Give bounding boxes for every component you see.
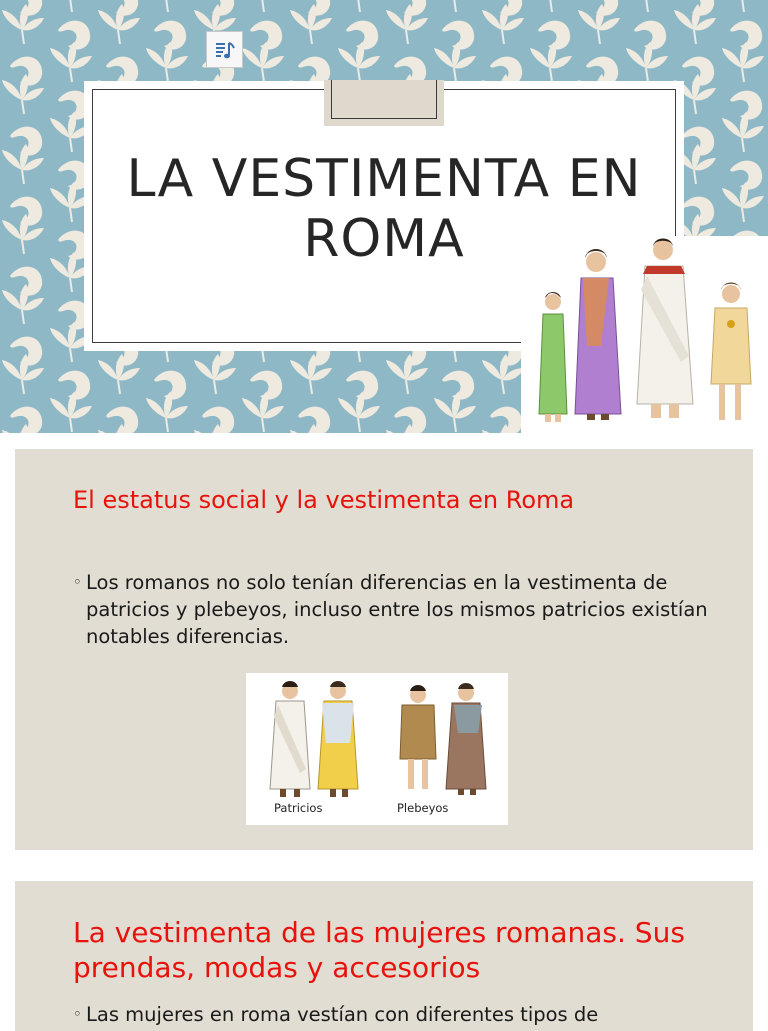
slide-roman-women (15, 881, 753, 1031)
title-slide (0, 0, 768, 433)
bullet-text: Las mujeres en roma vestían con diferentes tipos de (86, 1003, 599, 1026)
bullet-marker: ◦ (73, 1005, 82, 1023)
slide-heading: La vestimenta de las mujeres romanas. Sus prendas, modas y accesorios (73, 916, 685, 984)
roman-family-illustration (521, 236, 768, 433)
music-note-icon[interactable] (206, 31, 243, 68)
slide-title: LA VESTIMENTA EN ROMA (126, 149, 642, 269)
slide-heading: El estatus social y la vestimenta en Roma (73, 486, 575, 514)
bullet-text: Los romanos no solo tenían diferencias en la vestimenta de patricios y plebeyos, incluso entre los mismos patricios existían notables diferencias. (86, 571, 708, 648)
patricians-plebeians-illustration (246, 673, 508, 825)
slide-social-status (15, 449, 753, 850)
bullet-marker: ◦ (73, 573, 82, 591)
bullet-item (73, 569, 713, 650)
title-tab-decoration (324, 80, 444, 126)
caption-plebeyos: Plebeyos (397, 801, 449, 815)
caption-patricios: Patricios (274, 801, 323, 815)
